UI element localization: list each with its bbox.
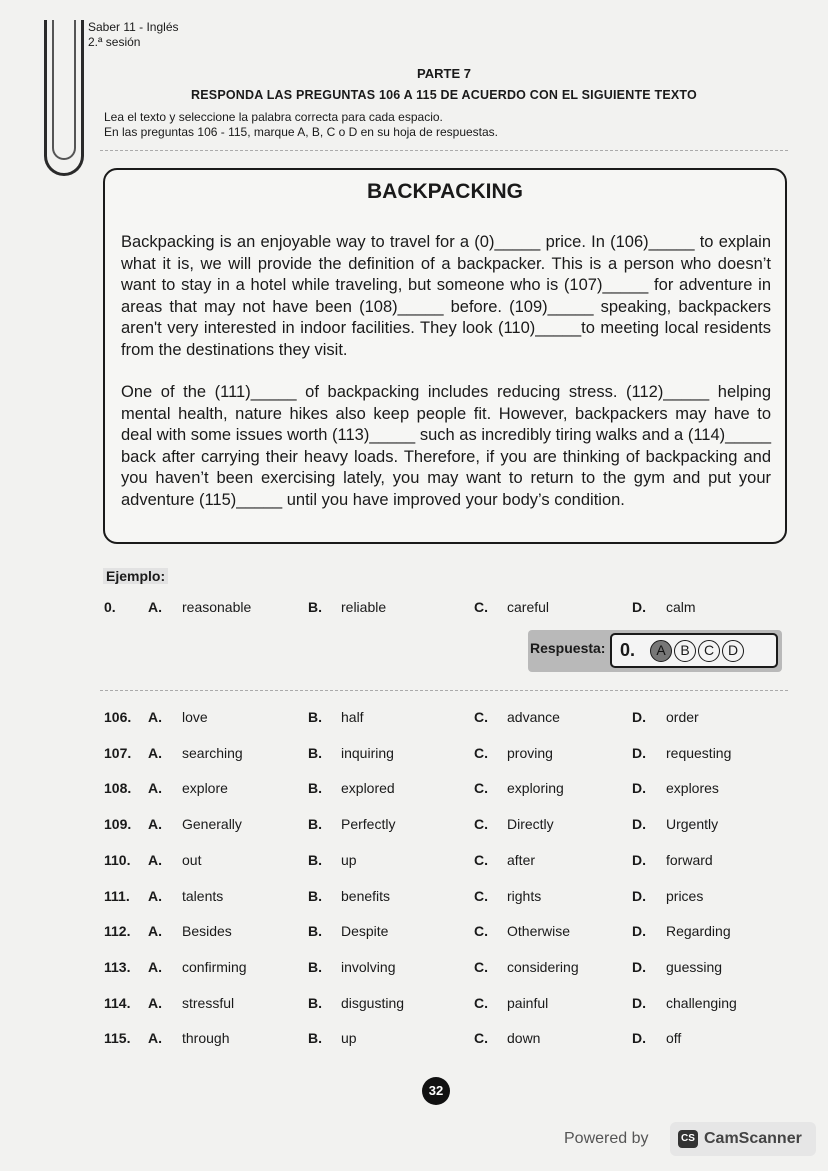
- letter-c: C.: [474, 1030, 488, 1047]
- answer-label: Respuesta:: [530, 640, 606, 656]
- question-row: [0, 923, 828, 943]
- letter-d: D.: [632, 851, 646, 868]
- option-c: careful: [507, 599, 550, 615]
- option-b: up: [341, 1030, 357, 1047]
- option-d: Regarding: [666, 923, 731, 940]
- question-number: 114.: [104, 994, 131, 1011]
- camscanner-brand: CamScanner: [704, 1130, 802, 1147]
- letter-b: B.: [308, 744, 322, 761]
- letter-b: B.: [308, 994, 322, 1011]
- question-number: 112.: [104, 923, 131, 940]
- letter-c: C.: [474, 816, 488, 833]
- letter-c: C.: [474, 744, 488, 761]
- instruction-line-1: Lea el texto y seleccione la palabra correcta para cada espacio.: [104, 110, 443, 124]
- letter-a: A.: [148, 887, 162, 904]
- option-d: explores: [666, 780, 719, 797]
- option-b: half: [341, 709, 364, 725]
- letter-b: B.: [308, 780, 322, 797]
- question-row: [0, 780, 828, 800]
- letter-d: D.: [632, 744, 646, 761]
- respond-heading: RESPONDA LAS PREGUNTAS 106 A 115 DE ACUERDO CON EL SIGUIENTE TEXTO: [191, 88, 697, 102]
- option-c: after: [507, 851, 536, 868]
- option-a: Generally: [182, 816, 242, 833]
- question-row: [0, 959, 828, 979]
- question-row: [0, 1030, 828, 1050]
- option-c: Otherwise: [507, 923, 571, 940]
- option-c: painful: [507, 994, 549, 1011]
- letter-c: C.: [474, 851, 488, 868]
- option-c: Directly: [507, 816, 554, 833]
- option-d: challenging: [666, 994, 737, 1011]
- option-b: up: [341, 851, 357, 868]
- example-number: 0.: [104, 599, 116, 615]
- letter-a: A.: [148, 709, 162, 725]
- option-d: requesting: [666, 744, 732, 761]
- example-answer-box: [528, 630, 782, 672]
- question-number: 108.: [104, 780, 132, 797]
- option-d: calm: [666, 599, 696, 615]
- passage-paragraph-2: One of the (111)_____ of backpacking includes reducing stress. (112)_____ helping mental health, nature hikes also keep people fit. However, backpackers may have to deal with some issues worth (113)_____ such as incredibly tiring walks and a (114)_____ back after carrying their heavy loads. Therefore, if you are thinking of backpacking and you haven’t been exercising lately, you may want to return to the gym and put your adventure (115)_____ until you have improved your body’s condition.: [121, 383, 771, 509]
- letter-b: B.: [308, 1030, 322, 1047]
- divider: [100, 690, 788, 691]
- letter-c: C.: [474, 923, 488, 940]
- letter-b: B.: [308, 887, 322, 904]
- question-row: [0, 995, 828, 1015]
- option-d: guessing: [666, 958, 723, 975]
- option-c: advance: [507, 709, 560, 725]
- letter-a: A.: [148, 744, 162, 761]
- option-d: Urgently: [666, 816, 719, 833]
- answer-bubbles: [610, 633, 778, 668]
- letter-c: C.: [474, 780, 488, 797]
- option-b: Perfectly: [341, 816, 396, 833]
- question-number: 107.: [104, 744, 132, 761]
- option-a: explore: [182, 780, 228, 797]
- option-b: benefits: [341, 887, 391, 904]
- letter-b: B.: [308, 851, 322, 868]
- letter-b: B.: [308, 923, 322, 940]
- option-c: down: [507, 1030, 541, 1047]
- letter-d: D.: [632, 923, 646, 940]
- option-b: reliable: [341, 599, 387, 615]
- letter-a: A.: [148, 1030, 162, 1047]
- bubble-b: B: [674, 640, 696, 662]
- letter-a: A.: [148, 780, 162, 797]
- letter-d: D.: [632, 709, 646, 725]
- question-number: 110.: [104, 851, 131, 868]
- option-a: reasonable: [182, 599, 252, 615]
- letter-c: C.: [474, 994, 488, 1011]
- option-b: disgusting: [341, 994, 405, 1011]
- option-c: proving: [507, 744, 553, 761]
- letter-d: D.: [632, 958, 646, 975]
- divider: [100, 150, 788, 151]
- powered-by-text: Powered by: [564, 1130, 649, 1147]
- option-a: Besides: [182, 923, 232, 940]
- letter-d: D.: [632, 1030, 646, 1047]
- option-c: rights: [507, 887, 542, 904]
- question-row: [0, 852, 828, 872]
- camscanner-badge: [670, 1122, 816, 1156]
- option-c: considering: [507, 958, 579, 975]
- letter-d: D.: [632, 816, 646, 833]
- option-b: inquiring: [341, 744, 394, 761]
- option-c: exploring: [507, 780, 564, 797]
- option-d: forward: [666, 851, 713, 868]
- option-d: prices: [666, 887, 704, 904]
- question-number: 106.: [104, 709, 132, 725]
- question-row: [0, 709, 828, 729]
- letter-c: C.: [474, 599, 488, 615]
- question-number: 115.: [104, 1030, 131, 1047]
- option-a: talents: [182, 887, 224, 904]
- letter-c: C.: [474, 887, 488, 904]
- example-label: Ejemplo:: [103, 568, 168, 584]
- letter-d: D.: [632, 599, 646, 615]
- option-a: out: [182, 851, 202, 868]
- header-subject: Saber 11 - Inglés: [88, 20, 179, 34]
- option-a: through: [182, 1030, 230, 1047]
- letter-c: C.: [474, 958, 488, 975]
- letter-a: A.: [148, 958, 162, 975]
- instruction-line-2: En las preguntas 106 - 115, marque A, B, C o D en su hoja de respuestas.: [104, 125, 499, 139]
- letter-a: A.: [148, 851, 162, 868]
- letter-c: C.: [474, 709, 488, 725]
- passage-paragraph-1: Backpacking is an enjoyable way to travel for a (0)_____ price. In (106)_____ to explain what it is, we will provide the definition of a backpacker. This is a person who doesn’t want to stay in a hotel while traveling, but someone who is (107)_____ for adventure in areas that may not have been (108)_____ before. (109)_____ speaking, backpackers aren't very interested in indoor facilities. They look (110)_____to meeting local residents from the destinations they visit.: [121, 233, 771, 359]
- example-row: [0, 599, 828, 619]
- option-a: confirming: [182, 958, 247, 975]
- bubble-c: C: [698, 640, 720, 662]
- camscanner-logo-icon: CS: [678, 1130, 698, 1148]
- letter-d: D.: [632, 887, 646, 904]
- part-title: PARTE 7: [417, 66, 471, 81]
- option-d: order: [666, 709, 699, 725]
- passage-title: BACKPACKING: [367, 180, 523, 203]
- letter-b: B.: [308, 709, 322, 725]
- letter-b: B.: [308, 599, 322, 615]
- letter-b: B.: [308, 958, 322, 975]
- option-a: love: [182, 709, 208, 725]
- option-b: Despite: [341, 923, 389, 940]
- answer-number: 0.: [620, 640, 636, 660]
- letter-a: A.: [148, 923, 162, 940]
- question-row: [0, 888, 828, 908]
- question-row: [0, 816, 828, 836]
- question-number: 111.: [104, 887, 130, 904]
- option-a: stressful: [182, 994, 235, 1011]
- letter-a: A.: [148, 816, 162, 833]
- passage-box: [103, 168, 787, 544]
- option-a: searching: [182, 744, 243, 761]
- letter-a: A.: [148, 599, 162, 615]
- bubble-d: D: [722, 640, 744, 662]
- question-row: [0, 745, 828, 765]
- letter-a: A.: [148, 994, 162, 1011]
- option-b: explored: [341, 780, 395, 797]
- letter-d: D.: [632, 994, 646, 1011]
- option-d: off: [666, 1030, 682, 1047]
- question-number: 113.: [104, 958, 131, 975]
- bubble-a: A: [650, 640, 672, 662]
- letter-d: D.: [632, 780, 646, 797]
- question-number: 109.: [104, 816, 132, 833]
- header-session: 2.ª sesión: [88, 35, 141, 49]
- option-b: involving: [341, 958, 396, 975]
- letter-b: B.: [308, 816, 322, 833]
- page-number: 32: [422, 1077, 450, 1105]
